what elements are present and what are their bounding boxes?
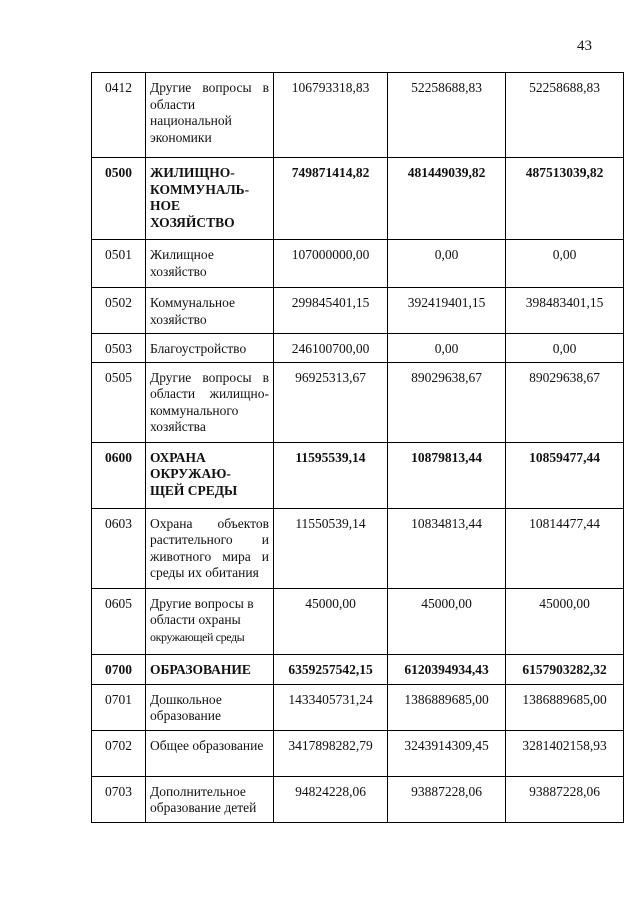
row-value-year1: 11595539,14	[274, 442, 388, 508]
row-name	[146, 588, 274, 654]
row-value-year2: 10879813,44	[388, 442, 506, 508]
row-value-year1: 106793318,83	[274, 73, 388, 158]
row-value-year1: 299845401,15	[274, 288, 388, 334]
row-code: 0700	[92, 654, 146, 684]
row-code: 0703	[92, 776, 146, 822]
budget-table-body	[92, 73, 624, 823]
row-name-line: НОЕ	[150, 198, 181, 213]
row-name	[146, 158, 274, 240]
row-code: 0600	[92, 442, 146, 508]
row-value-year1: 11550539,14	[274, 508, 388, 588]
row-name: Дополнительное образование детей	[146, 776, 274, 822]
row-name: Благоустройство	[146, 334, 274, 363]
row-value-year1: 6359257542,15	[274, 654, 388, 684]
row-name: Другие вопросы в области жилищно-коммунального хозяйства	[146, 362, 274, 442]
row-value-year3: 398483401,15	[506, 288, 624, 334]
row-code: 0505	[92, 362, 146, 442]
row-value-year1: 96925313,67	[274, 362, 388, 442]
row-name-text: Другие вопросы в области охраны	[150, 595, 254, 627]
row-name-line: ОХРАНА	[150, 449, 206, 465]
row-value-year1: 246100700,00	[274, 334, 388, 363]
row-value-year2: 392419401,15	[388, 288, 506, 334]
row-value-year3: 52258688,83	[506, 73, 624, 158]
row-value-year2: 93887228,06	[388, 776, 506, 822]
row-value-year3: 6157903282,32	[506, 654, 624, 684]
row-value-year2: 89029638,67	[388, 362, 506, 442]
row-value-year3: 1386889685,00	[506, 684, 624, 730]
row-value-year3: 89029638,67	[506, 362, 624, 442]
row-code: 0701	[92, 684, 146, 730]
table-row	[92, 508, 624, 588]
row-name: Жилищное хозяйство	[146, 240, 274, 288]
table-row	[92, 776, 624, 822]
row-value-year2: 1386889685,00	[388, 684, 506, 730]
row-name-line: ЩЕЙ СРЕДЫ	[150, 482, 238, 498]
row-value-year1: 94824228,06	[274, 776, 388, 822]
row-value-year2: 0,00	[388, 240, 506, 288]
table-row	[92, 362, 624, 442]
row-code: 0503	[92, 334, 146, 363]
row-name	[146, 442, 274, 508]
row-name: Дошкольное образование	[146, 684, 274, 730]
row-name-line: КОММУНАЛЬ-	[150, 181, 250, 197]
row-value-year3: 10859477,44	[506, 442, 624, 508]
row-name-line: ХОЗЯЙСТВО	[150, 214, 235, 230]
row-code: 0501	[92, 240, 146, 288]
row-value-year2: 45000,00	[388, 588, 506, 654]
row-code: 0605	[92, 588, 146, 654]
row-value-year3: 3281402158,93	[506, 730, 624, 776]
row-value-year3: 10814477,44	[506, 508, 624, 588]
row-value-year2: 481449039,82	[388, 158, 506, 240]
row-value-year3: 487513039,82	[506, 158, 624, 240]
row-name-line: ОКРУЖАЮ-	[150, 466, 231, 481]
row-value-year3: 0,00	[506, 240, 624, 288]
row-code: 0603	[92, 508, 146, 588]
page-number: 43	[577, 38, 592, 54]
row-value-year1: 749871414,82	[274, 158, 388, 240]
row-name-text: Другие вопросы в области национальной экономики	[150, 80, 269, 145]
table-row	[92, 730, 624, 776]
row-value-year1: 1433405731,24	[274, 684, 388, 730]
row-value-year2: 3243914309,45	[388, 730, 506, 776]
row-value-year3: 0,00	[506, 334, 624, 363]
row-name: Охрана объектов растительного и животного мира и среды их обитания	[146, 508, 274, 588]
table-row-section	[92, 158, 624, 240]
row-value-year3: 45000,00	[506, 588, 624, 654]
row-value-year1: 45000,00	[274, 588, 388, 654]
row-name-line: ЖИЛИЩНО-	[150, 165, 235, 180]
table-row	[92, 288, 624, 334]
row-code: 0702	[92, 730, 146, 776]
row-name-tail: окружающей среды	[150, 629, 245, 644]
table-row	[92, 334, 624, 363]
budget-table	[91, 72, 624, 823]
row-code: 0412	[92, 73, 146, 158]
row-value-year1: 3417898282,79	[274, 730, 388, 776]
row-value-year2: 0,00	[388, 334, 506, 363]
row-value-year2: 52258688,83	[388, 73, 506, 158]
row-name	[146, 73, 274, 158]
table-row-section	[92, 654, 624, 684]
row-code: 0500	[92, 158, 146, 240]
row-name: Коммунальное хозяйство	[146, 288, 274, 334]
row-code: 0502	[92, 288, 146, 334]
row-value-year2: 10834813,44	[388, 508, 506, 588]
row-value-year3: 93887228,06	[506, 776, 624, 822]
table-row	[92, 73, 624, 158]
table-row	[92, 684, 624, 730]
row-name: ОБРАЗОВАНИЕ	[146, 654, 274, 684]
table-row	[92, 588, 624, 654]
row-value-year2: 6120394934,43	[388, 654, 506, 684]
table-row-section	[92, 442, 624, 508]
table-row	[92, 240, 624, 288]
row-value-year1: 107000000,00	[274, 240, 388, 288]
row-name: Общее образование	[146, 730, 274, 776]
